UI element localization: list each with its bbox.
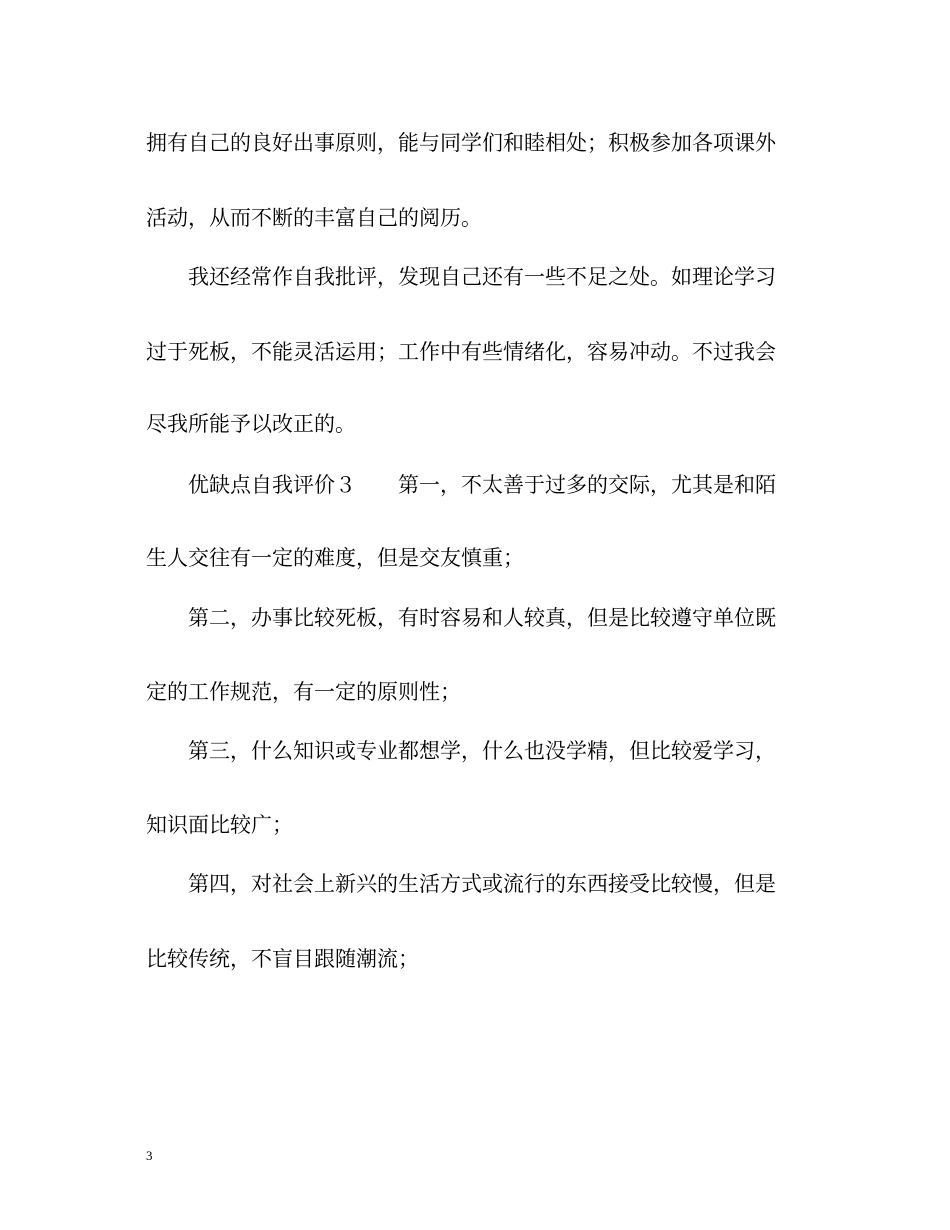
text-line: 过于死板，不能灵活运用；工作中有些情绪化，容易冲动。不过我会 <box>146 340 776 364</box>
text-line: 我还经常作自我批评，发现自己还有一些不足之处。如理论学习 <box>188 265 776 289</box>
text-line: 尽我所能予以改正的。 <box>146 412 356 436</box>
text-line: 第三，什么知识或专业都想学，什么也没学精，但比较爱学习， <box>188 739 776 763</box>
text-line: 第一，不太善于过多的交际，尤其是和陌 <box>398 473 776 497</box>
text-line: 第四，对社会上新兴的生活方式或流行的东西接受比较慢，但是 <box>188 872 776 896</box>
section-title: 优缺点自我评价３ <box>188 473 356 497</box>
page-number: 3 <box>146 1148 153 1163</box>
text-line: 生人交往有一定的难度，但是交友慎重； <box>146 546 524 570</box>
text-line: 定的工作规范，有一定的原则性； <box>146 680 461 704</box>
text-line: 活动，从而不断的丰富自己的阅历。 <box>146 206 482 230</box>
text-line: 第二，办事比较死板，有时容易和人较真，但是比较遵守单位既 <box>188 606 776 630</box>
text-line: 比较传统，不盲目跟随潮流； <box>146 947 419 971</box>
text-line: 拥有自己的良好出事原则，能与同学们和睦相处；积极参加各项课外 <box>146 131 776 155</box>
section-heading-line <box>188 470 848 500</box>
text-line: 知识面比较广； <box>146 813 293 837</box>
